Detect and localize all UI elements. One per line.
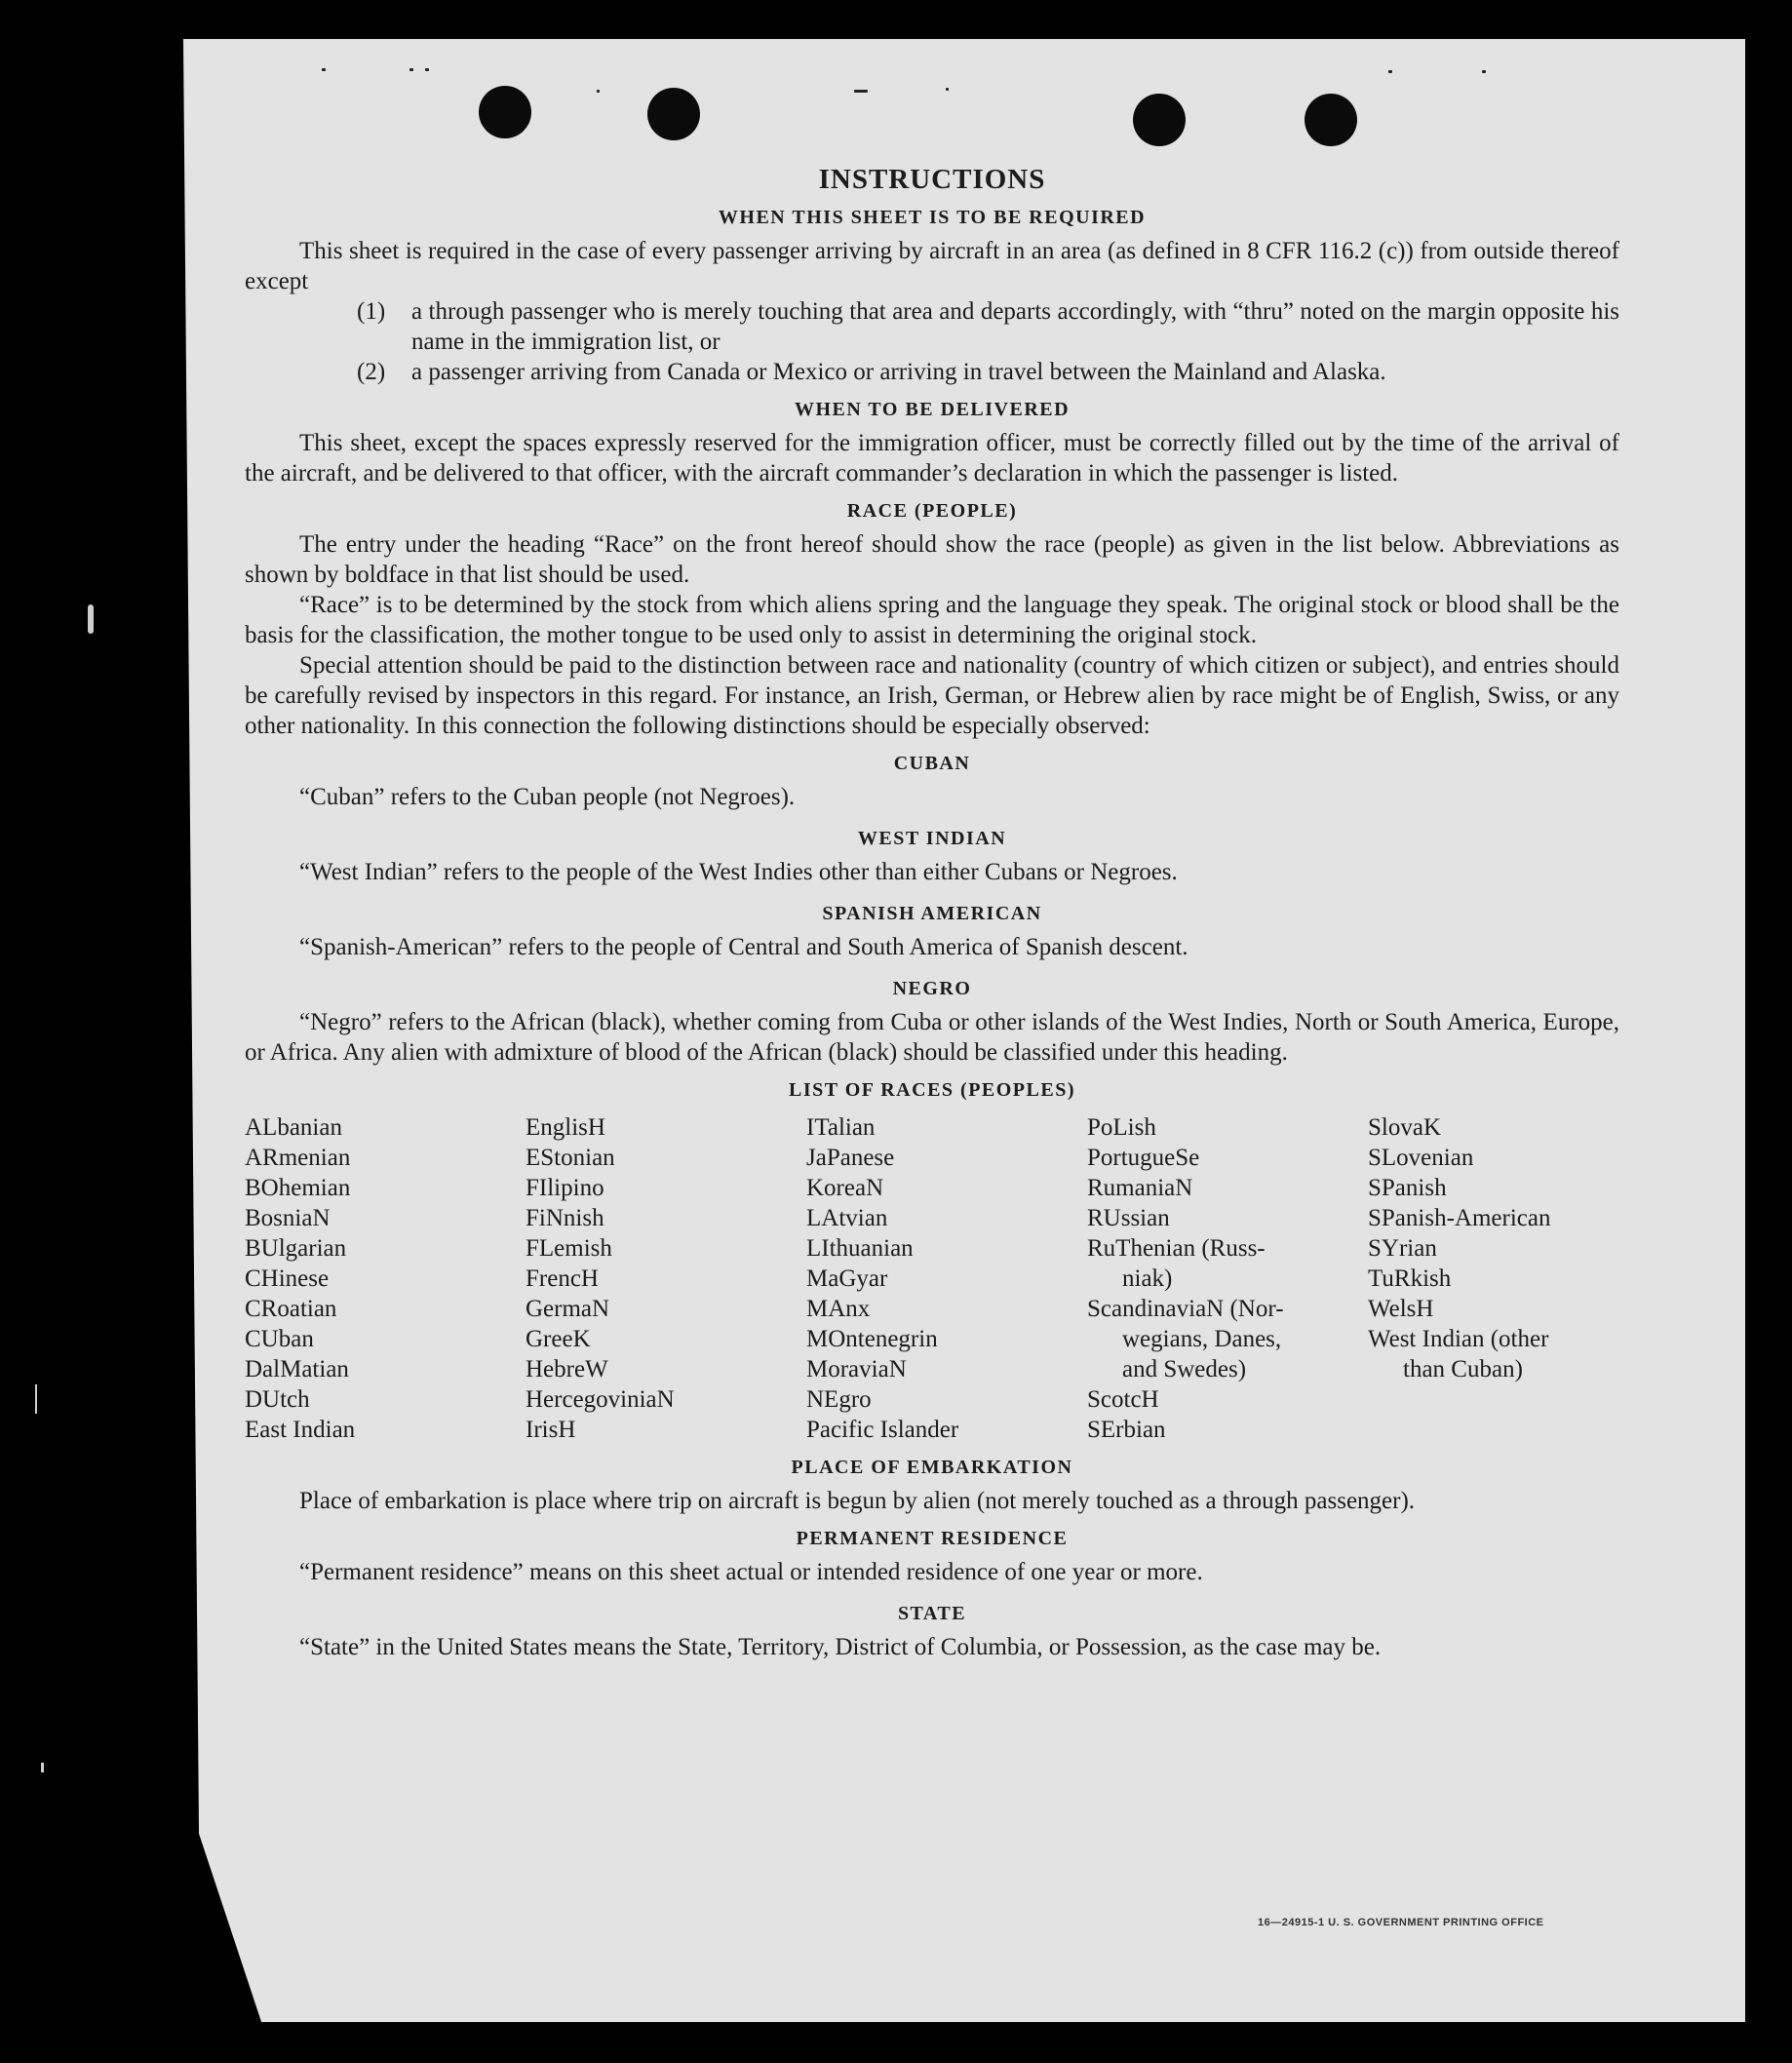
when-required-intro: This sheet is required in the case of every passenger arriving by aircraft in an area (as defined in 8 CFR 116.2 (c)) from outside thereof except bbox=[245, 238, 1619, 294]
race-item: BUlgarian bbox=[245, 1235, 347, 1262]
scan-speck bbox=[597, 90, 600, 93]
race-item: wegians, Danes, bbox=[1122, 1326, 1282, 1352]
race-item: RuThenian (Russ- bbox=[1087, 1235, 1266, 1262]
scan-speck bbox=[425, 68, 429, 71]
race-paragraph: The entry under the heading “Race” on the front hereof should show the race (people) as given in the list below. Abbreviations as shown by boldface in that list should be used. bbox=[245, 531, 1619, 588]
scan-speck bbox=[409, 68, 413, 71]
race-item: SYrian bbox=[1368, 1235, 1437, 1262]
race-item: PortugueSe bbox=[1087, 1145, 1200, 1171]
scan-speck bbox=[1482, 70, 1486, 73]
race-item: RUssian bbox=[1087, 1205, 1170, 1231]
race-item: PoLish bbox=[1087, 1114, 1156, 1141]
section-heading-when-required: WHEN THIS SHEET IS TO BE REQUIRED bbox=[718, 207, 1147, 228]
race-paragraph: Special attention should be paid to the distinction between race and nationality (country of which citizen or subject), and entries should be carefully revised by inspectors in this regard. For instance, an Irish, German, or Hebrew alien by race might be of English, Swiss, or any other nationality. In this connection the following distinctions should be especially observed: bbox=[245, 652, 1619, 739]
scan-speck bbox=[88, 604, 94, 634]
race-item: East Indian bbox=[245, 1417, 356, 1443]
race-item: BOhemian bbox=[245, 1175, 351, 1201]
races-column bbox=[806, 1112, 1087, 1445]
race-item: ARmenian bbox=[245, 1145, 351, 1171]
race-item: DalMatian bbox=[245, 1356, 349, 1382]
race-item: CHinese bbox=[245, 1265, 330, 1292]
race-paragraph: “Race” is to be determined by the stock from which aliens spring and the language they speak. The original stock or blood shall be the basis for the classification, the mother tongue to be used only to assist in determining the original stock. bbox=[245, 592, 1619, 648]
race-item: West Indian (other bbox=[1368, 1326, 1549, 1352]
race-item: RumaniaN bbox=[1087, 1175, 1193, 1201]
race-item: HebreW bbox=[526, 1356, 608, 1382]
section-heading-list-of-races: LIST OF RACES (PEOPLES) bbox=[788, 1079, 1075, 1101]
races-column bbox=[245, 1112, 526, 1445]
spanish-american-text: “Spanish-American” refers to the people of Central and South America of Spanish descent. bbox=[299, 934, 1188, 960]
scan-speck bbox=[322, 68, 326, 71]
race-item: than Cuban) bbox=[1403, 1356, 1523, 1382]
section-heading-race: RACE (PEOPLE) bbox=[846, 500, 1018, 522]
race-item: ITalian bbox=[806, 1114, 876, 1141]
state-text: “State” in the United States means the State, Territory, District of Columbia, or Possession, as the case may be. bbox=[299, 1634, 1382, 1660]
list-item bbox=[357, 357, 1619, 387]
race-item: JaPanese bbox=[806, 1145, 895, 1171]
races-column bbox=[526, 1112, 806, 1445]
race-item: LIthuanian bbox=[806, 1235, 914, 1262]
race-item: DUtch bbox=[245, 1386, 310, 1413]
races-list bbox=[245, 1112, 1619, 1445]
race-item: MoraviaN bbox=[806, 1356, 907, 1382]
race-item: IrisH bbox=[526, 1417, 576, 1443]
list-text: a through passenger who is merely touching that area and departs accordingly, with “thru” noted on the margin opposite his name in the immigration list, or bbox=[411, 298, 1619, 355]
race-item: KoreaN bbox=[806, 1175, 884, 1201]
race-item: CRoatian bbox=[245, 1296, 337, 1322]
residence-text: “Permanent residence” means on this sheet actual or intended residence of one year or more. bbox=[299, 1559, 1203, 1585]
section-heading-spanish-american: SPANISH AMERICAN bbox=[822, 903, 1042, 924]
scan-speck bbox=[35, 1384, 37, 1414]
section-heading-residence: PERMANENT RESIDENCE bbox=[796, 1528, 1069, 1549]
race-item: SlovaK bbox=[1368, 1114, 1441, 1141]
races-column bbox=[1368, 1112, 1619, 1445]
race-item: EnglisH bbox=[526, 1114, 605, 1141]
race-item: ALbanian bbox=[245, 1114, 342, 1141]
instructions-body bbox=[245, 164, 1619, 1662]
scan-speck bbox=[946, 88, 949, 91]
race-item: TuRkish bbox=[1368, 1265, 1452, 1292]
scan-speck bbox=[1388, 70, 1392, 73]
race-item: EStonian bbox=[526, 1145, 615, 1171]
race-item: FiNnish bbox=[526, 1205, 604, 1231]
race-item: ScandinaviaN (Nor- bbox=[1087, 1296, 1284, 1322]
race-item: Pacific Islander bbox=[806, 1417, 959, 1443]
cuban-text: “Cuban” refers to the Cuban people (not Negroes). bbox=[299, 784, 796, 810]
section-heading-state: STATE bbox=[897, 1603, 967, 1624]
scan-speck bbox=[854, 90, 868, 93]
list-text: a passenger arriving from Canada or Mexico or arriving in travel between the Mainland and Alaska. bbox=[411, 359, 1386, 385]
section-heading-when-delivered: WHEN TO BE DELIVERED bbox=[794, 399, 1071, 420]
punch-hole bbox=[647, 88, 700, 140]
list-number: (1) bbox=[357, 298, 386, 325]
section-heading-negro: NEGRO bbox=[892, 978, 972, 999]
race-item: SPanish-American bbox=[1368, 1205, 1551, 1231]
list-number: (2) bbox=[357, 359, 386, 385]
negro-text: “Negro” refers to the African (black), whether coming from Cuba or other islands of the West Indies, North or South America, Europe, or Africa. Any alien with admixture of blood of the African (black) should be classified under this heading. bbox=[245, 1009, 1619, 1066]
race-item: ScotcH bbox=[1087, 1386, 1159, 1413]
race-item: FIlipino bbox=[526, 1175, 604, 1201]
punch-hole bbox=[1305, 94, 1357, 146]
race-item: GermaN bbox=[526, 1296, 610, 1322]
section-heading-cuban: CUBAN bbox=[893, 753, 971, 774]
section-heading-embarkation: PLACE OF EMBARKATION bbox=[791, 1457, 1073, 1478]
race-item: niak) bbox=[1122, 1265, 1173, 1292]
race-item: FrencH bbox=[526, 1265, 599, 1292]
race-item: LAtvian bbox=[806, 1205, 888, 1231]
embarkation-text: Place of embarkation is place where trip on aircraft is begun by alien (not merely touched as a through passenger). bbox=[299, 1488, 1416, 1514]
punch-hole bbox=[479, 86, 531, 138]
punch-hole bbox=[1133, 94, 1186, 146]
page-title: INSTRUCTIONS bbox=[818, 164, 1046, 195]
race-item: MaGyar bbox=[806, 1265, 888, 1292]
races-column bbox=[1087, 1112, 1368, 1445]
list-item bbox=[357, 296, 1619, 357]
when-delivered-text: This sheet, except the spaces expressly reserved for the immigration officer, must be correctly filled out by the time of the arrival of the aircraft, and be delivered to that officer, with the aircraft commander’s declaration in which the passenger is listed. bbox=[245, 430, 1619, 487]
section-heading-west-indian: WEST INDIAN bbox=[857, 828, 1007, 849]
race-item: SLovenian bbox=[1368, 1145, 1474, 1171]
race-item: SErbian bbox=[1087, 1417, 1166, 1443]
race-item: FLemish bbox=[526, 1235, 612, 1262]
race-item: BosniaN bbox=[245, 1205, 331, 1231]
race-item: CUban bbox=[245, 1326, 314, 1352]
west-indian-text: “West Indian” refers to the people of the West Indies other than either Cubans or Negroes. bbox=[299, 859, 1178, 885]
race-item: NEgro bbox=[806, 1386, 872, 1413]
race-item: SPanish bbox=[1368, 1175, 1447, 1201]
printing-office-footer: 16—24915-1 U. S. GOVERNMENT PRINTING OFFICE bbox=[1258, 1917, 1544, 1928]
race-item: and Swedes) bbox=[1122, 1356, 1247, 1382]
race-item: HercegoviniaN bbox=[526, 1386, 675, 1413]
race-item: MOntenegrin bbox=[806, 1326, 938, 1352]
race-item: WelsH bbox=[1368, 1296, 1434, 1322]
race-item: GreeK bbox=[526, 1326, 591, 1352]
scan-speck bbox=[41, 1763, 44, 1772]
race-item: MAnx bbox=[806, 1296, 871, 1322]
